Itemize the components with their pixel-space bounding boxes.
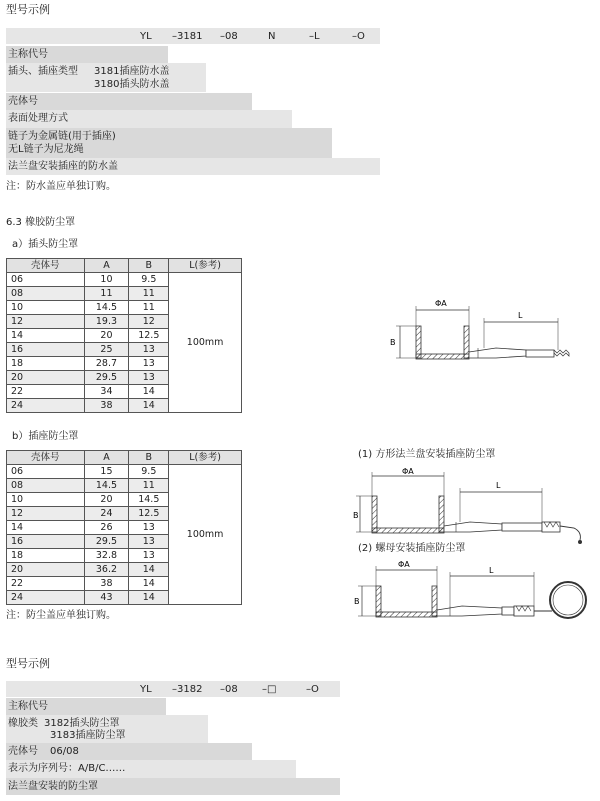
cell-a: 43	[84, 591, 129, 605]
note-dust: 注：防尘盖应单独订购。	[6, 610, 116, 621]
cell-shell: 22	[7, 385, 85, 399]
row-chain-metal: 链子为金属链(用于插座)	[8, 131, 116, 142]
plug-cap-title: a）插头防尘罩	[12, 239, 79, 250]
flange-dim-b: B	[353, 511, 359, 520]
cell-a: 14.5	[84, 479, 129, 493]
cell-b: 13	[129, 371, 169, 385]
cell-b: 14	[129, 577, 169, 591]
cell-a: 14.5	[84, 301, 129, 315]
section63-title: 6.3 橡胶防尘罩	[6, 217, 76, 228]
cell-b: 13	[129, 521, 169, 535]
row-type-sub2: 3180插头防水盖	[94, 79, 170, 90]
cell-shell: 08	[7, 479, 85, 493]
code-surface: N	[268, 31, 276, 42]
cell-b: 13	[129, 357, 169, 371]
code2-flange: –O	[306, 684, 319, 695]
th-shell: 壳体号	[7, 259, 85, 273]
note-waterproof: 注：防水盖应单独订购。	[6, 181, 116, 192]
cell-a: 29.5	[84, 371, 129, 385]
flange-dim-l: L	[496, 481, 501, 490]
cell-a: 28.7	[84, 357, 129, 371]
cell-shell: 06	[7, 273, 85, 287]
cell-a: 36.2	[84, 563, 129, 577]
cell-a: 34	[84, 385, 129, 399]
cell-b: 14.5	[129, 493, 169, 507]
cell-shell: 12	[7, 315, 85, 329]
plug-dim-l: L	[518, 311, 523, 320]
cell-shell: 22	[7, 577, 85, 591]
plug-dim-b: B	[390, 338, 396, 347]
cell-shell: 14	[7, 521, 85, 535]
cell-b: 12	[129, 315, 169, 329]
row2-rubber: 橡胶类	[8, 718, 38, 729]
row2-rubber-sub1: 3182插头防尘罩	[44, 718, 120, 729]
cell-shell: 16	[7, 343, 85, 357]
flange-dim-a: ΦA	[402, 467, 414, 476]
cell-b: 12.5	[129, 507, 169, 521]
th-l: L(参考)	[169, 259, 242, 273]
cell-a: 26	[84, 521, 129, 535]
th-shell: 壳体号	[7, 451, 85, 465]
plug-cap-drawing	[386, 292, 586, 372]
socket-cap-title: b）插座防尘罩	[12, 431, 79, 442]
row2-main-code: 主称代号	[8, 701, 48, 712]
cell-b: 13	[129, 535, 169, 549]
nut-cap-drawing	[352, 558, 592, 638]
cell-shell: 24	[7, 399, 85, 413]
cell-shell: 06	[7, 465, 85, 479]
cell-shell: 10	[7, 493, 85, 507]
row2-rubber-sub2: 3183插座防尘罩	[50, 730, 126, 741]
code2-prefix: YL	[140, 684, 152, 695]
code2-shell: –08	[220, 684, 238, 695]
cell-b: 12.5	[129, 329, 169, 343]
cell-b: 9.5	[129, 465, 169, 479]
row-main-code: 主称代号	[8, 49, 48, 60]
cell-l-ref: 100mm	[169, 273, 242, 413]
cell-shell: 16	[7, 535, 85, 549]
th-l: L(参考)	[169, 451, 242, 465]
code-chain: –L	[309, 31, 320, 42]
cell-b: 14	[129, 563, 169, 577]
row-shell: 壳体号	[8, 96, 38, 107]
row-chain-nylon: 无L链子为尼龙绳	[8, 144, 84, 155]
row-flange-cap: 法兰盘安装插座的防水盖	[8, 161, 118, 172]
table-row	[7, 273, 242, 287]
cell-a: 24	[84, 507, 129, 521]
nut-cap-title: (2) 螺母安装插座防尘罩	[358, 543, 466, 554]
cell-shell: 14	[7, 329, 85, 343]
th-a: A	[84, 259, 129, 273]
socket-cap-table	[6, 450, 242, 605]
th-b: B	[129, 451, 169, 465]
section1-title: 型号示例	[6, 3, 50, 16]
cell-a: 15	[84, 465, 129, 479]
th-b: B	[129, 259, 169, 273]
cell-a: 25	[84, 343, 129, 357]
cell-b: 13	[129, 549, 169, 563]
cell-b: 14	[129, 385, 169, 399]
code2-series: –3182	[172, 684, 203, 695]
cell-a: 29.5	[84, 535, 129, 549]
nut-dim-l: L	[489, 566, 494, 575]
cell-b: 11	[129, 287, 169, 301]
cell-a: 32.8	[84, 549, 129, 563]
table-row	[7, 465, 242, 479]
row2-shell: 壳体号	[8, 746, 38, 757]
row-type-sub1: 3181插座防水盖	[94, 66, 170, 77]
flange-cap-title: (1) 方形法兰盘安装插座防尘罩	[358, 449, 496, 460]
code2-serial: –□	[262, 684, 277, 695]
nut-dim-b: B	[354, 597, 360, 606]
code-shell: –08	[220, 31, 238, 42]
cell-a: 20	[84, 493, 129, 507]
section2-title: 型号示例	[6, 657, 50, 670]
code-series: –3181	[172, 31, 203, 42]
cell-a: 38	[84, 399, 129, 413]
cell-b: 11	[129, 301, 169, 315]
cell-l-ref: 100mm	[169, 465, 242, 605]
cell-shell: 10	[7, 301, 85, 315]
cell-shell: 12	[7, 507, 85, 521]
nut-dim-a: ΦA	[398, 560, 410, 569]
code-prefix: YL	[140, 31, 152, 42]
cell-b: 9.5	[129, 273, 169, 287]
cell-a: 10	[84, 273, 129, 287]
row-surface: 表面处理方式	[8, 113, 68, 124]
row2-shell-value: 06/08	[50, 746, 79, 757]
row-type: 插头、插座类型	[8, 66, 78, 77]
cell-shell: 18	[7, 357, 85, 371]
cell-shell: 20	[7, 563, 85, 577]
cell-a: 20	[84, 329, 129, 343]
cell-b: 14	[129, 399, 169, 413]
cell-shell: 18	[7, 549, 85, 563]
cell-b: 13	[129, 343, 169, 357]
row2-serial: 表示为序列号：A/B/C……	[8, 763, 126, 774]
code-flange: –O	[352, 31, 365, 42]
cell-a: 38	[84, 577, 129, 591]
cell-a: 11	[84, 287, 129, 301]
cell-b: 11	[129, 479, 169, 493]
th-a: A	[84, 451, 129, 465]
row2-flange: 法兰盘安装的防尘罩	[8, 781, 98, 792]
flange-cap-drawing	[352, 466, 592, 546]
plug-dim-a: ΦA	[435, 299, 447, 308]
cell-b: 14	[129, 591, 169, 605]
cell-a: 19.3	[84, 315, 129, 329]
cell-shell: 20	[7, 371, 85, 385]
cell-shell: 24	[7, 591, 85, 605]
cell-shell: 08	[7, 287, 85, 301]
plug-cap-table	[6, 258, 242, 413]
